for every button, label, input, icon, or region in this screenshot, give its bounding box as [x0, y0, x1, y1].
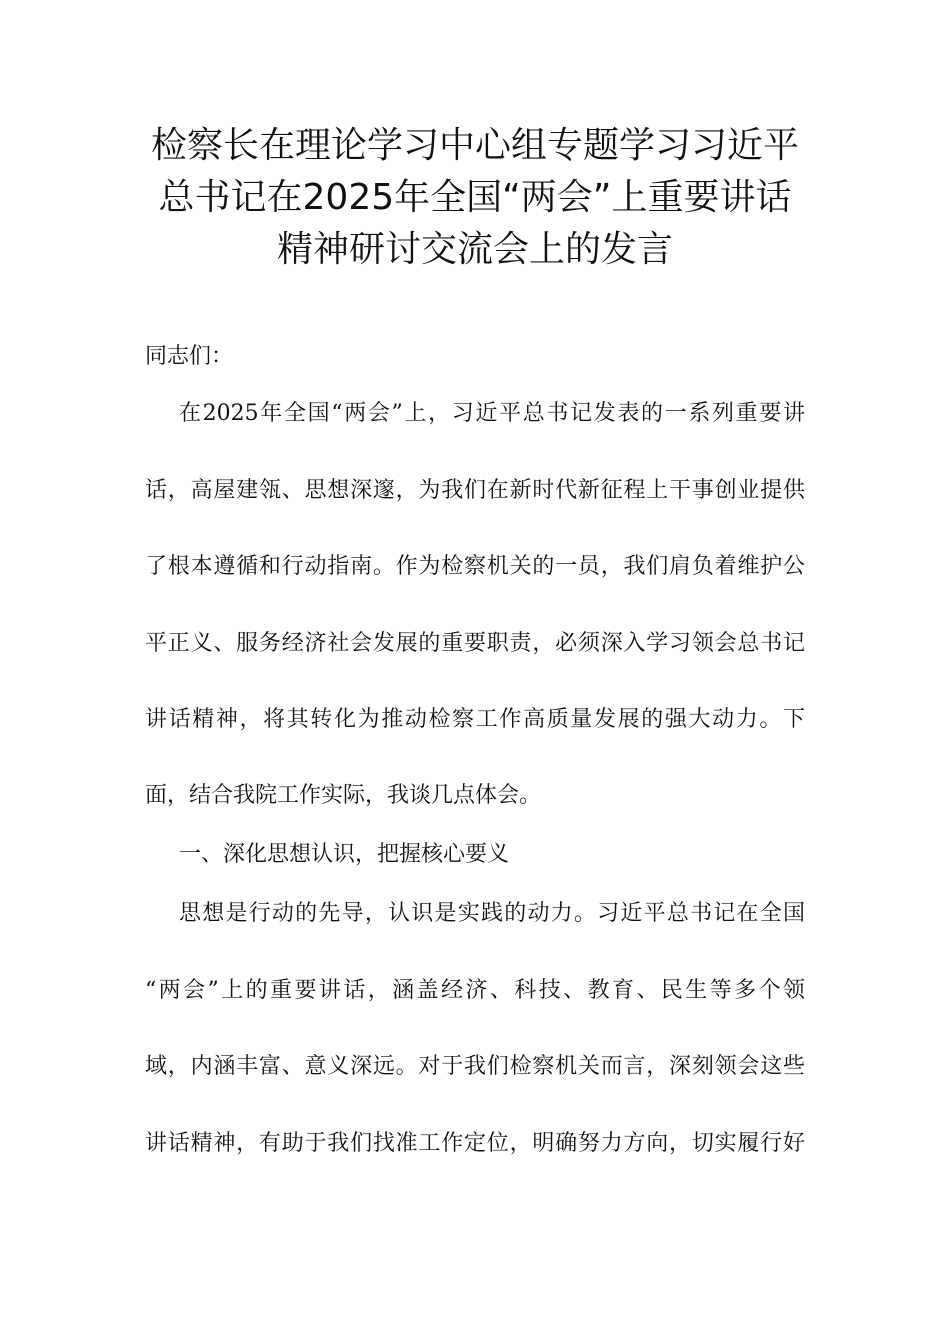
paragraph-2-line-2: “两会”上的重要讲话，涵盖经济、科技、教育、民生等多个领 — [145, 978, 805, 1003]
section-heading-1: 一、深化思想认识，把握核心要义 — [179, 842, 510, 867]
document-title — [140, 120, 810, 276]
title-line-1: 检察长在理论学习中心组专题学习习近平 — [150, 125, 799, 166]
paragraph-2-line-3: 域，内涵丰富、意义深远。对于我们检察机关而言，深刻领会这些 — [145, 1054, 805, 1079]
title-line-3: 精神研讨交流会上的发言 — [276, 229, 673, 270]
paragraph-1-line-3: 了根本遵循和行动指南。作为检察机关的一员，我们肩负着维护公 — [145, 554, 805, 579]
paragraph-1-line-4: 平正义、服务经济社会发展的重要职责，必须深入学习领会总书记 — [145, 631, 805, 656]
paragraph-2-line-1: 思想是行动的先导，认识是实践的动力。习近平总书记在全国 — [179, 901, 805, 926]
paragraph-1-line-6: 面，结合我院工作实际，我谈几点体会。 — [145, 783, 542, 808]
paragraph-1-line-2: 话，高屋建瓴、思想深邃，为我们在新时代新征程上干事创业提供 — [145, 478, 805, 503]
salutation: 同志们： — [145, 344, 234, 369]
paragraph-1-line-1: 在2025年全国“两会”上，习近平总书记发表的一系列重要讲 — [179, 401, 805, 426]
title-line-2: 总书记在2025年全国“两会”上重要讲话 — [158, 177, 792, 218]
paragraph-1-line-5: 讲话精神，将其转化为推动检察工作高质量发展的强大动力。下 — [145, 707, 805, 732]
paragraph-2-line-4: 讲话精神，有助于我们找准工作定位，明确努力方向，切实履行好 — [145, 1131, 805, 1156]
